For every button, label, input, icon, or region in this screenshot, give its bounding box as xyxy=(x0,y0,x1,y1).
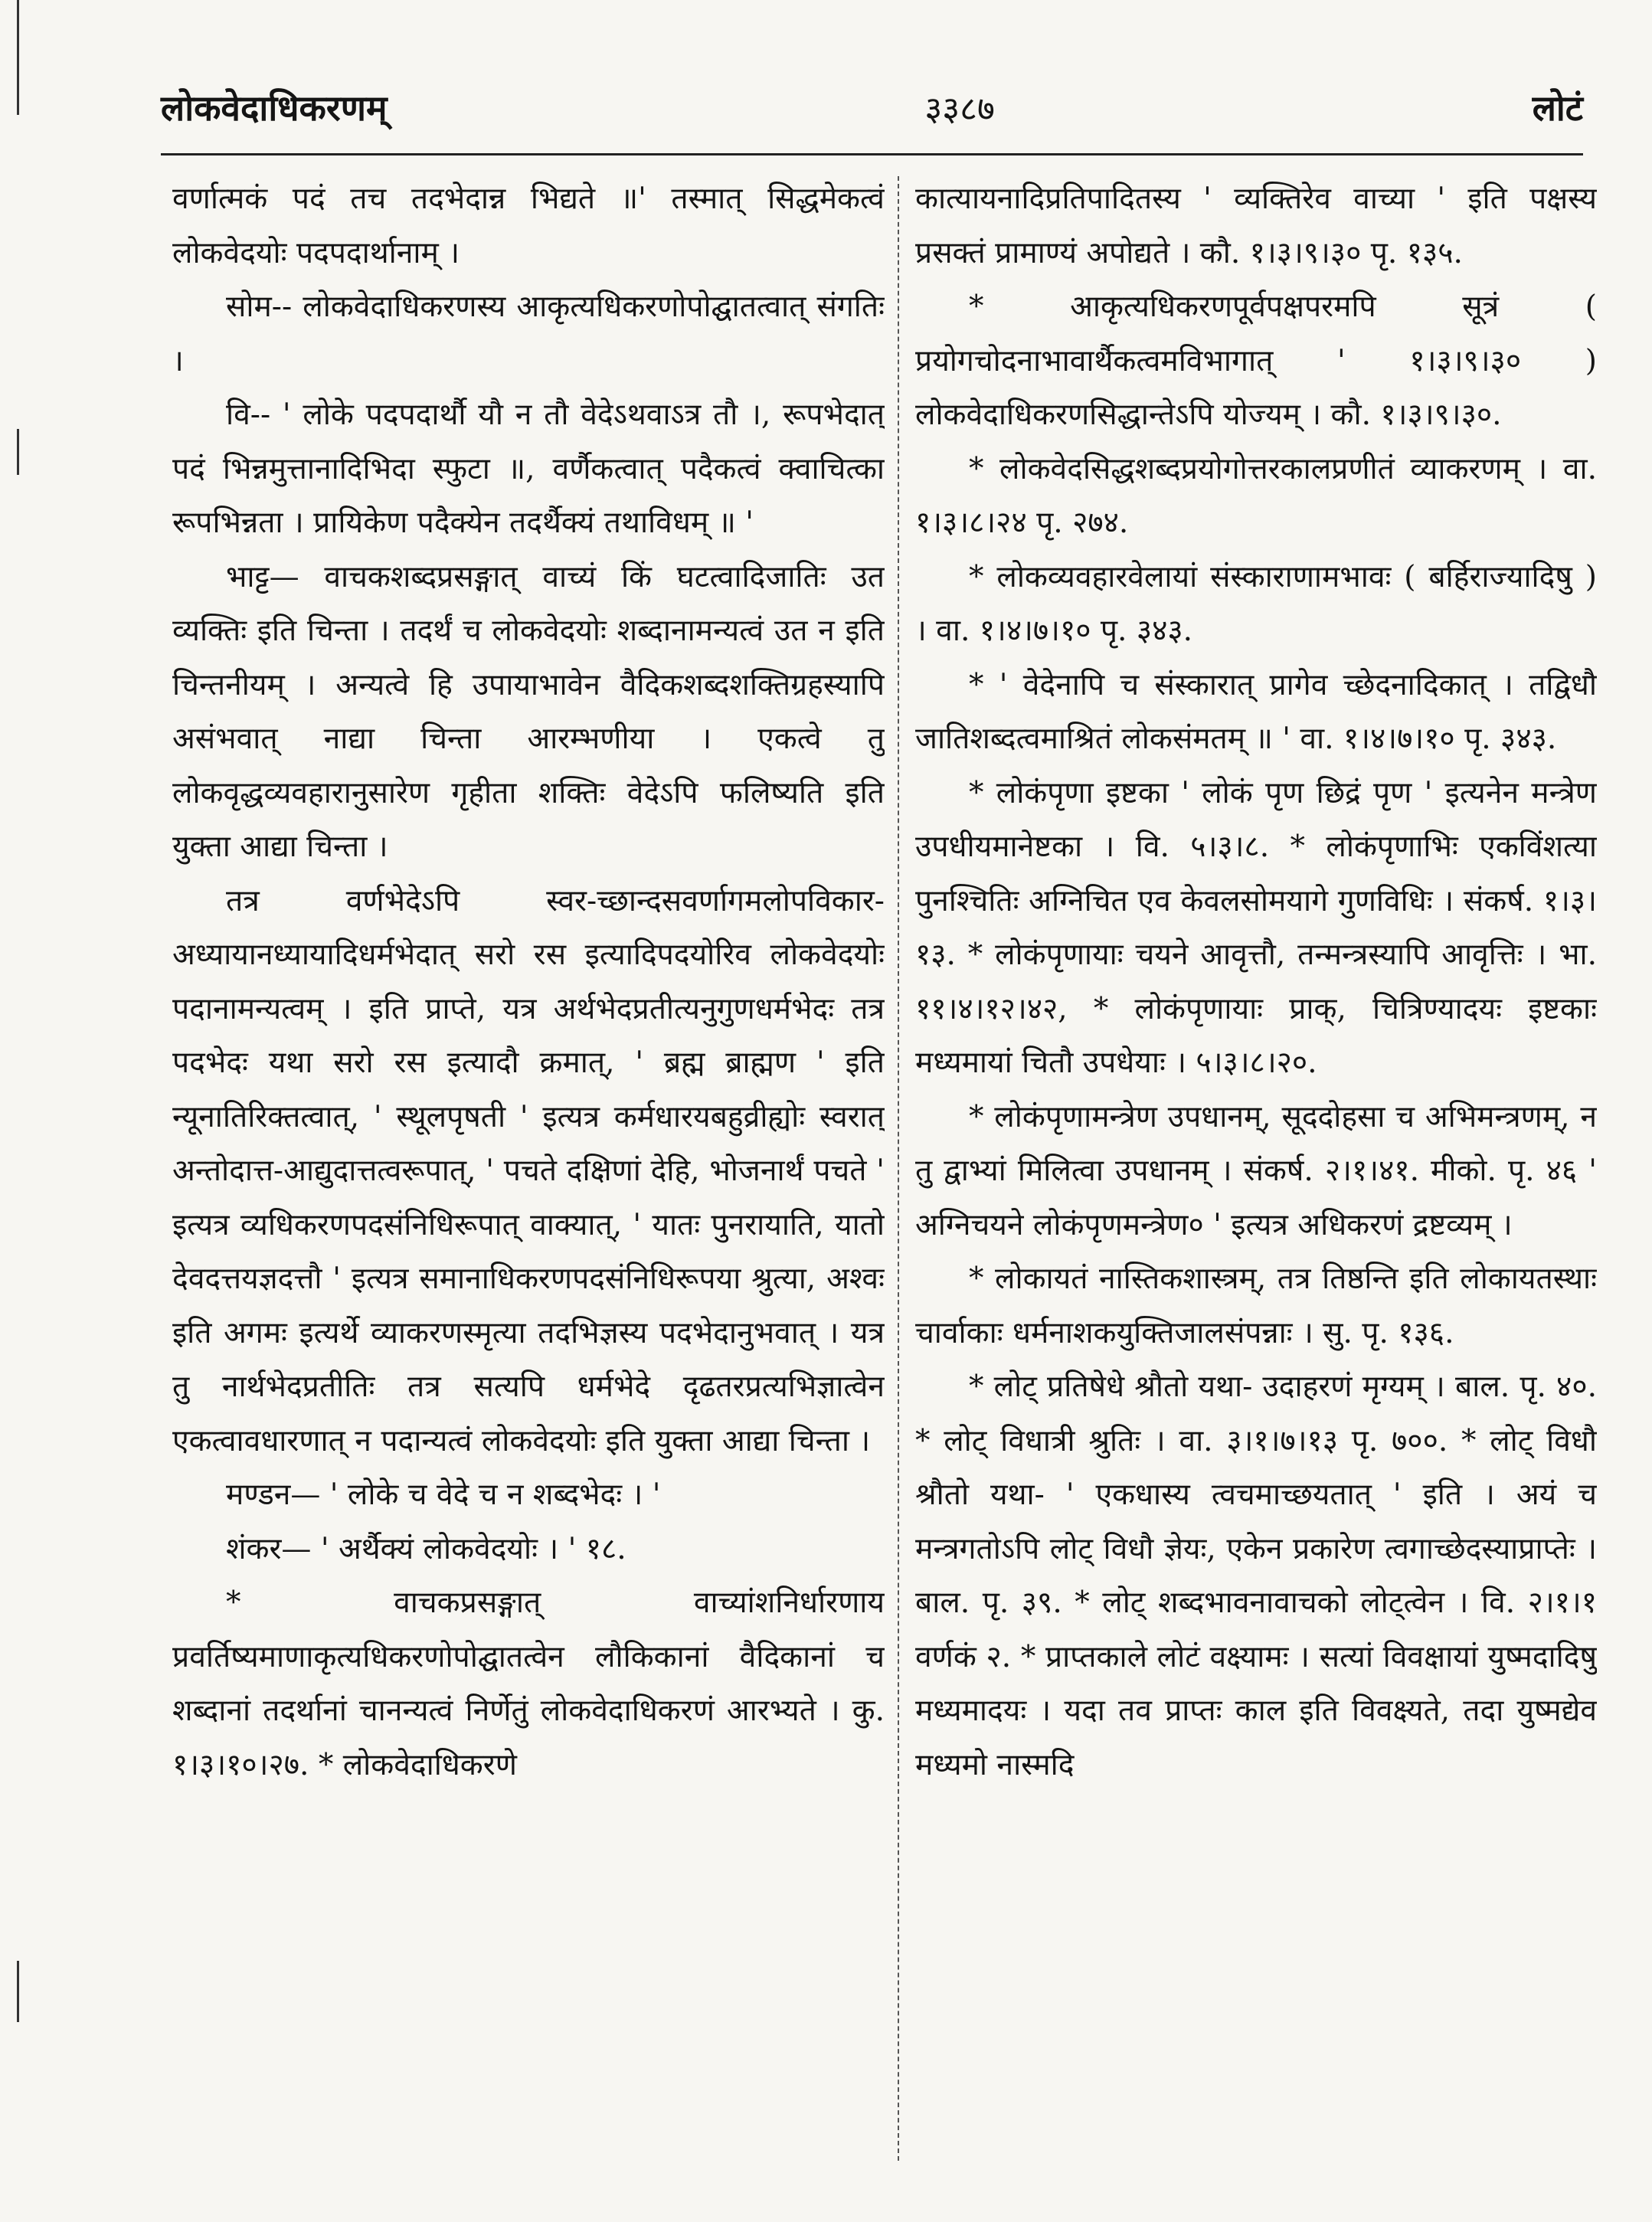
left-paragraph: तत्र वर्णभेदेऽपि स्वर-च्छान्दसवर्णागमलोपविकार-अध्यायानध्यायादिधर्मभेदात् सरो रस इत्यादिपदयोरिव लोकवेदयोः पदानामन्यत्वम् । इति प्राप्ते, यत्र अर्थभेदप्रतीत्यनुगुणधर्मभेदः तत्र पदभेदः यथा सरो रस इत्यादौ क्रमात्, ' ब्रह्म ब्राह्मण ' इति न्यूनातिरिक्तत्वात्, ' स्थूलपृषती ' इत्यत्र कर्मधारयबहुव्रीह्योः स्वरात् अन्तोदात्त-आद्युदात्तत्वरूपात्, ' पचते दक्षिणां देहि, भोजनार्थं पचते ' इत्यत्र व्यधिकरणपदसंनिधिरूपात् वाक्यात्, ' यातः पुनरायाति, यातो देवदत्तयज्ञदत्तौ ' इत्यत्र समानाधिकरणपदसंनिधिरूपया श्रुत्या, अश्वः इति अगमः इत्यर्थे व्याकरणस्मृत्या तदभिज्ञस्य पदभेदानुभवात् । यत्र तु नार्थभेदप्रतीतिः तत्र सत्यपि धर्मभेदे दृढतरप्रत्यभिज्ञात्वेन एकत्वावधारणात् न पदान्यत्वं लोकवेदयोः इति युक्ता आद्या चिन्ता । xyxy=(172,883,885,1458)
right-paragraph: * लोकायतं नास्तिकशास्त्रम्, तत्र तिष्ठन्ति इति लोकायतस्थाः चार्वाकाः धर्मनाशकयुक्तिजालसंपन्नाः । सु. पृ. १३६. xyxy=(915,1262,1597,1350)
right-paragraph: कात्यायनादिप्रतिपादितस्य ' व्यक्तिरेव वाच्या ' इति पक्षस्य प्रसक्तं प्रामाण्यं अपोद्यते । कौ. १।३।९।३० पृ. १३५. xyxy=(915,182,1597,270)
column-divider xyxy=(898,176,899,2161)
left-paragraph: मण्डन— ' लोके च वेदे च न शब्दभेदः । ' xyxy=(226,1478,661,1512)
right-paragraph: * लोकव्यवहारवेलायां संस्काराणामभावः ( बर्हिराज्यादिषु ) । वा. १।४।७।१० पृ. ३४३. xyxy=(915,559,1597,648)
header-left-title: लोकवेदाधिकरणम् xyxy=(161,87,388,129)
right-paragraph: * लोट् प्रतिषेधे श्रौतो यथा- उदाहरणं मृग्यम् । बाल. पृ. ४०. * लोट् विधात्री श्रुतिः । वा. ३।१।७।१३ पृ. ७००. * लोट् विधौ श्रौतो यथा- ' एकधास्य त्वचमाच्छयतात् ' इति । अयं च मन्त्रगतोऽपि लोट् विधौ ज्ञेयः, एकेन प्रकारेण त्वगाच्छेदस्याप्राप्तेः । बाल. पृ. ३९. * लोट् शब्दभावनावाचको लोट्त्वेन । वि. २।१।१ वर्णकं २. * प्राप्तकाले लोटं वक्ष्यामः । सत्यां विवक्षायां युष्मदादिषु मध्यमादयः । यदा तव प्राप्तः काल इति विवक्ष्यते, तदा युष्मद्येव मध्यमो नास्मदि xyxy=(915,1370,1597,1782)
right-paragraph: * लोकंपृणामन्त्रेण उपधानम्, सूददोहसा च अभिमन्त्रणम्, न तु द्वाभ्यां मिलित्वा उपधानम् । संकर्ष. २।१।४१. मीको. पृ. ४६ ' अग्निचयने लोकंपृणमन्त्रेण० ' इत्यत्र अधिकरणं द्रष्टव्यम् । xyxy=(915,1099,1597,1242)
header-right-title: लोटं xyxy=(1532,87,1583,129)
right-column xyxy=(915,172,1597,2176)
margin-mark-low xyxy=(17,1961,19,2022)
left-column xyxy=(172,172,885,2176)
left-paragraph: * वाचकप्रसङ्गात् वाच्यांशनिर्धारणाय प्रवर्तिष्यमाणाकृत्यधिकरणोपोद्घातत्वेन लौकिकानां वैदिकानां च शब्दानां तदर्थानां चानन्यत्वं निर्णेतुं लोकवेदाधिकरणं आरभ्यते । कु. १।३।१०।२७. * लोकवेदाधिकरणे xyxy=(172,1586,885,1782)
left-paragraph: शंकर— ' अर्थैक्यं लोकवेदयोः । ' १८. xyxy=(226,1531,626,1566)
page-number: ३३८७ xyxy=(924,90,995,129)
margin-mark-mid xyxy=(17,429,19,475)
right-paragraph: * ' वेदेनापि च संस्कारात् प्रागेव च्छेदनादिकात् । तद्विधौ जातिशब्दत्वमाश्रितं लोकसंमतम् ॥ ' वा. १।४।७।१० पृ. ३४३. xyxy=(915,667,1597,756)
header-rule xyxy=(161,153,1583,155)
left-paragraph: भाट्ट— वाचकशब्दप्रसङ्गात् वाच्यं किं घटत्वादिजातिः उत व्यक्तिः इति चिन्ता । तदर्थं च लोकवेदयोः शब्दानामन्यत्वं उत न इति चिन्तनीयम् । अन्यत्वे हि उपायाभावेन वैदिकशब्दशक्तिग्रहस्यापि असंभवात् नाद्या चिन्ता आरम्भणीया । एकत्वे तु लोकवृद्धव्यवहारानुसारेण गृहीता शक्तिः वेदेऽपि फलिष्यति इति युक्ता आद्या चिन्ता । xyxy=(172,559,885,864)
page-header xyxy=(161,77,1583,138)
right-paragraph: * आकृत्यधिकरणपूर्वपक्षपरमपि सूत्रं ( प्रयोगचोदनाभावार्थैकत्वमविभागात् ' १।३।९।३० ) लोकवेदाधिकरणसिद्धान्तेऽपि योज्यम् । कौ. १।३।९।३०. xyxy=(915,290,1597,432)
left-paragraph: वर्णात्मकं पदं तच तदभेदान्न भिद्यते ॥' तस्मात् सिद्धमेकत्वं लोकवेदयोः पदपदार्थानाम् । xyxy=(172,182,885,270)
left-paragraph: सोम-- लोकवेदाधिकरणस्य आकृत्यधिकरणोपोद्घातत्वात् संगतिः । xyxy=(172,290,885,378)
right-paragraph: * लोकवेदसिद्धशब्दप्रयोगोत्तरकालप्रणीतं व्याकरणम् । वा. १।३।८।२४ पृ. २७४. xyxy=(915,451,1597,540)
right-paragraph: * लोकंपृणा इष्टका ' लोकं पृण छिद्रं पृण ' इत्यनेन मन्त्रेण उपधीयमानेष्टका । वि. ५।३।८. * लोकंपृणाभिः एकविंशत्या पुनश्चितिः अग्निचित एव केवलसोमयागे गुणविधिः । संकर्ष. १।३।१३. * लोकंपृणायाः चयने आवृत्तौ, तन्मन्त्रस्यापि आवृत्तिः । भा. ११।४।१२।४२, * लोकंपृणायाः प्राक्, चित्रिण्यादयः इष्टकाः मध्यमायां चितौ उपधेयाः । ५।३।८।२०. xyxy=(915,775,1597,1080)
left-paragraph: वि-- ' लोके पदपदार्थौ यौ न तौ वेदेऽथवाऽत्र तौ ।, रूपभेदात् पदं भिन्नमुत्तानादिभिदा स्फुटा ॥, वर्णैकत्वात् पदैकत्वं क्वाचित्का रूपभिन्नता । प्रायिकेण पदैक्येन तदर्थैक्यं तथाविधम् ॥ ' xyxy=(172,398,885,540)
margin-mark-top xyxy=(17,0,19,115)
